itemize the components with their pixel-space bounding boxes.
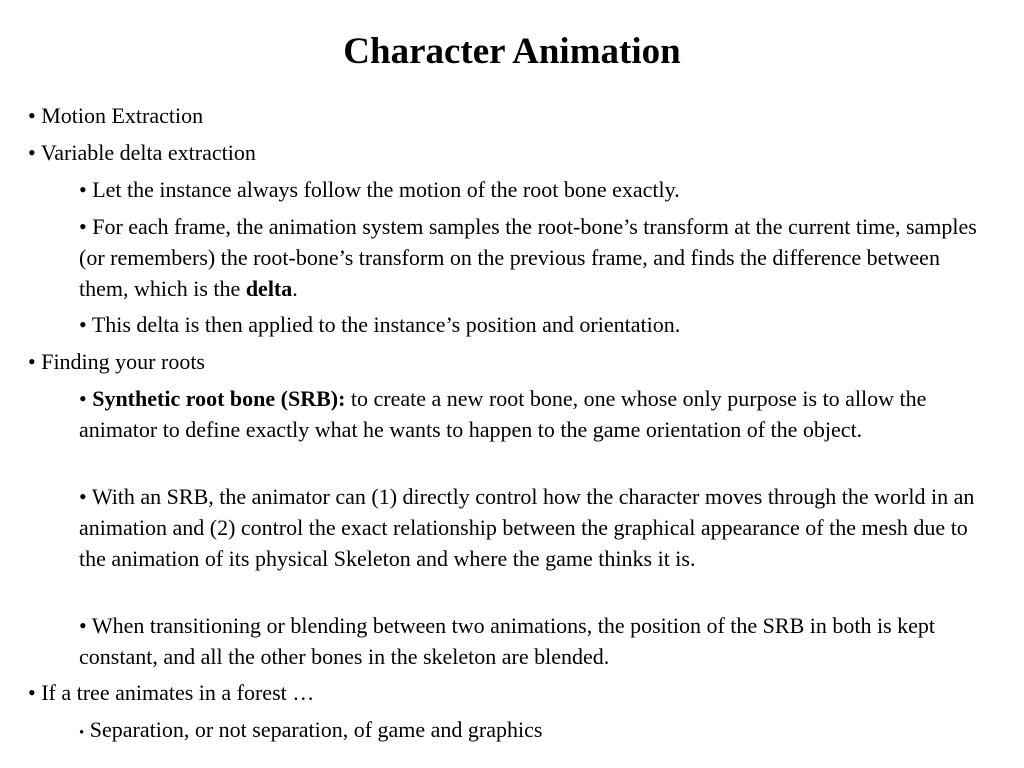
- bullet-text: Separation, or not separation, of game and graphics: [89, 717, 543, 742]
- bullet-text: Variable delta extraction: [40, 140, 256, 165]
- bullet-dot: •: [28, 140, 36, 165]
- bullet-text: With an SRB, the animator can (1) directly control how the character moves through the world in an animation and (2) control the exact relationship between the graphical appearance of the mesh due to the animation of its physical Skeleton and where the game thinks it is.: [79, 484, 975, 571]
- bullet-bold-delta: delta: [245, 276, 293, 301]
- slide-title: Character Animation: [343, 31, 681, 72]
- sub-bullet-synthetic-root-bone: [79, 383, 991, 445]
- bullet-text-after: to create a new root bone, one whose only purpose is to allow the animator to define exactly what he wants to happen to the game orientation of the object.: [79, 386, 927, 442]
- bullet-dot: •: [79, 613, 87, 638]
- bullet-dot: •: [79, 386, 87, 411]
- bullet-dot: •: [79, 725, 85, 741]
- bullet-dot: •: [79, 312, 87, 337]
- bullet-text: For each frame, the animation system samples the root-bone’s transform at the current time, samples (or remembers) the root-bone’s transform on the previous frame, and finds the difference between them, which is the: [79, 214, 977, 301]
- bullet-finding-your-roots: [28, 346, 988, 377]
- sub-bullet-separation: [79, 714, 991, 749]
- bullet-text: Let the instance always follow the motion of the root bone exactly.: [92, 177, 680, 202]
- bullet-tree-in-forest: [28, 677, 988, 708]
- bullet-text: When transitioning or blending between two animations, the position of the SRB in both is kept constant, and all the other bones in the skeleton are blended.: [79, 613, 936, 669]
- bullet-text: Motion Extraction: [41, 103, 204, 128]
- sub-bullet-transitioning: [79, 610, 991, 672]
- bullet-dot: •: [28, 680, 36, 705]
- sub-bullet-each-frame: [79, 211, 991, 304]
- bullet-text: Finding your roots: [41, 349, 205, 374]
- bullet-dot: •: [79, 214, 87, 239]
- sub-bullet-delta-applied: [79, 309, 991, 340]
- bullet-text: This delta is then applied to the instance’s position and orientation.: [91, 312, 681, 337]
- bullet-dot: •: [79, 484, 87, 509]
- bullet-text: If a tree animates in a forest …: [41, 680, 315, 705]
- bullet-text-after: .: [292, 276, 298, 301]
- bullet-dot: •: [28, 349, 36, 374]
- bullet-motion-extraction: [28, 100, 988, 131]
- bullet-bold-srb: Synthetic root bone (SRB):: [92, 386, 346, 411]
- sub-bullet-follow-root-bone: [79, 174, 991, 205]
- bullet-dot: •: [28, 103, 36, 128]
- sub-bullet-with-an-srb: [79, 481, 991, 574]
- bullet-variable-delta-extraction: [28, 137, 988, 168]
- bullet-dot: •: [79, 177, 87, 202]
